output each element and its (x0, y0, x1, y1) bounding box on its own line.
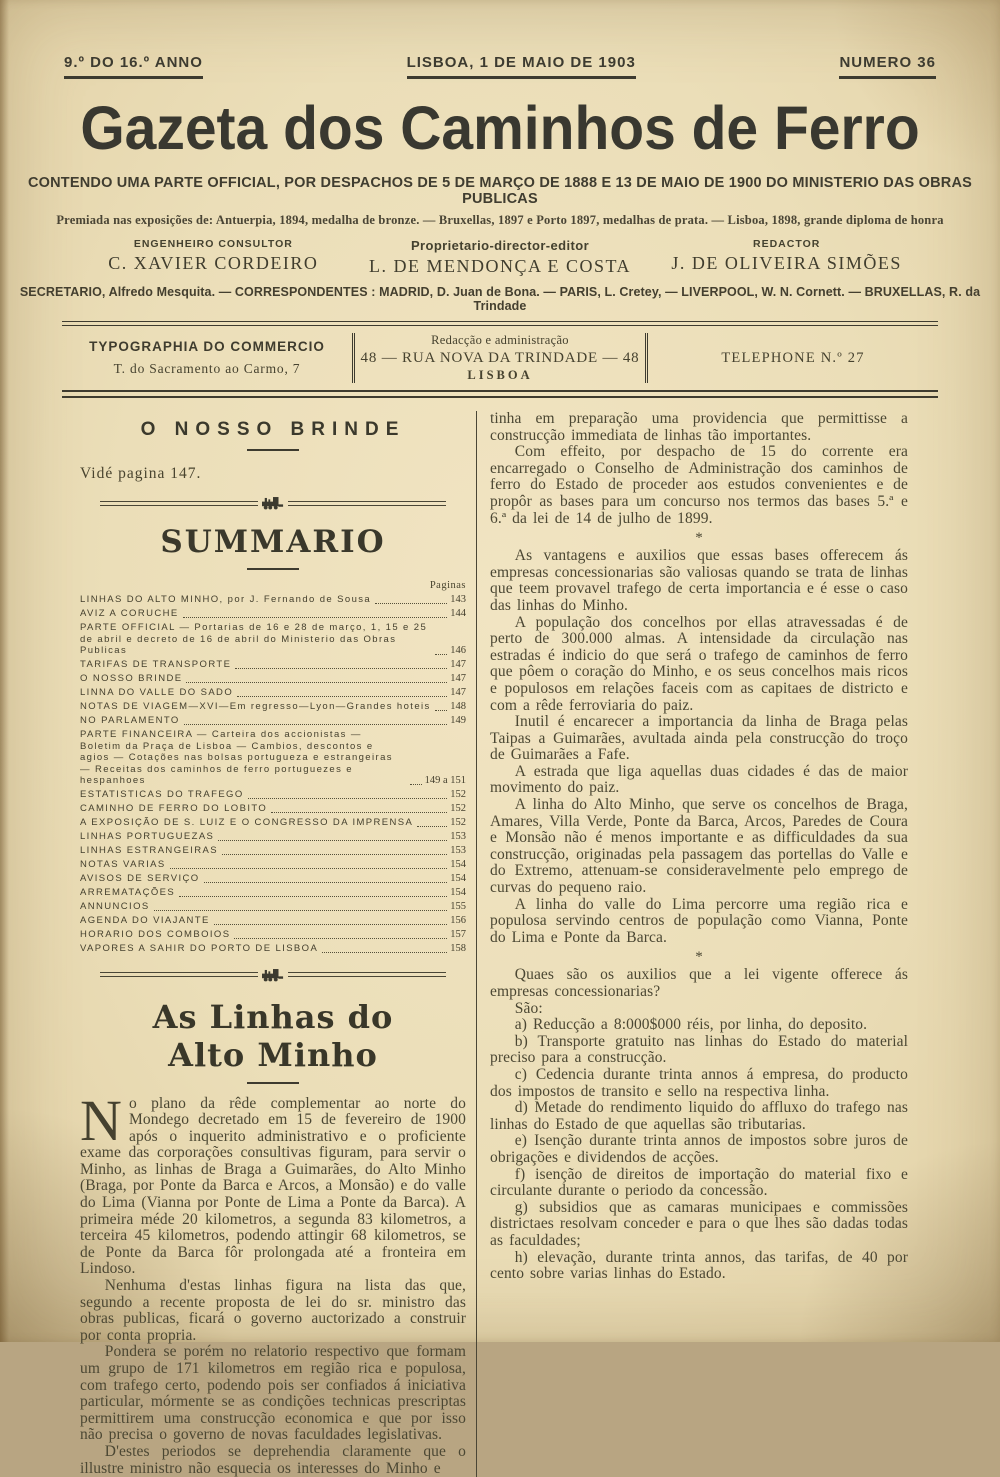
toc-entry-page: 155 (450, 901, 466, 912)
toc-entry-page: 158 (450, 943, 466, 954)
toc-entry-page: 152 (450, 803, 466, 814)
article-list-item: b) Transporte gratuito nas linhas do Estado do material preciso para a construcção. (490, 1032, 908, 1067)
article-paragraph: As vantagens e auxilios que essas bases offerecem ás empresas concessionarias são valiosas quando se trata de linhas que teem provavel trafego de certa importancia e é esse o caso das linhas do Minho. (490, 547, 908, 614)
toc-entry-label: PARTE FINANCEIRA — Carteira dos accionistas — Boletim da Praça de Lisboa — Cambios, descontos e agios — Cotações nas bolsas portugueza e estrangeiras — Receitas dos caminhos de ferro portuguezes e hespanhoes (80, 729, 393, 786)
toc-dot-leader (218, 840, 447, 841)
divider-line (100, 501, 258, 506)
toc-dot-leader (214, 924, 448, 925)
toc-entry-page: 153 (450, 845, 466, 856)
article-paragraph: D'estes periodos se deprehendia claramente que o illustre ministro não esquecia os interesses do Minho e (80, 1442, 466, 1477)
asterisk-separator: * (695, 530, 703, 547)
toc-dot-leader (237, 696, 447, 697)
article-list-item: c) Cedencia durante trinta annos á empresa, do producto dos impostos de transito e sello na respectiva linha. (490, 1065, 908, 1100)
article-title-part2: Alto Minho (168, 1035, 378, 1074)
masthead-awards: Premiada nas exposições de: Antuerpia, 1894, medalha de bronze. — Bruxellas, 1897 e Porto 1897, medalhas de prata. — Lisboa, 1898, grande diploma de honra (56, 213, 944, 227)
paragraph-text: o plano da rêde complementar ao norte do Mondego decretado em 15 de fevereiro de 1900 após o inquerito administrativo e o proficiente exame das corporações consultivas figuram, para servir o Minho, as linhas de Braga a Guimarães, do Alto Minho (Braga, por Ponte da Barca e Arcos, a Monsão) e do valle do Lima (Vianna por Ponte de Lima a Ponte da Barca). A primeira méde 20 kilometros, a segunda 83 kilometros, a terceira 45 kilometros, podendo attingir 68 kilometros, se de Ponte da Barca fôr prolongada até a fronteira em Lindoso. (80, 1094, 466, 1278)
article-list-item: g) subsidios que as camaras municipaes e commissões districtaes resolvam conceder e para o que lhes são dadas todas as faculdades; (490, 1198, 908, 1249)
role-name: J. DE OLIVEIRA SIMÕES (671, 253, 902, 273)
toc-entry (80, 673, 466, 685)
toc-dot-leader (154, 910, 448, 911)
role-consulting-engineer (70, 238, 357, 277)
toc-entry-label: NOTAS VARIAS (80, 859, 166, 870)
locomotive-icon (262, 496, 284, 510)
toc-entry-label: LINNA DO VALLE DO SADO (80, 687, 234, 698)
toc-entry-label: ESTATISTICAS DO TRAFEGO (80, 789, 244, 800)
typography-address: T. do Sacramento ao Carmo, 7 (113, 361, 301, 376)
toc-entry-page: 147 (450, 673, 466, 684)
toc-entry (80, 803, 466, 815)
toc-entry-label: CAMINHO DE FERRO DO LOBITO (80, 803, 268, 814)
redaction-cell (352, 333, 645, 383)
toc-entry-page: 157 (450, 929, 466, 940)
telephone-number: TELEPHONE N.º 27 (721, 349, 865, 366)
article-list-item: e) Isenção durante trinta annos de impostos sobre juros de obrigações e dividendos de acções. (490, 1132, 908, 1166)
toc-dot-leader (248, 798, 448, 799)
section-divider (100, 968, 446, 982)
toc-entry (80, 729, 466, 787)
toc-entry (80, 831, 466, 843)
toc-entry (80, 901, 466, 913)
toc-entry-label: PARTE OFFICIAL — Portarias de 16 e 28 de março, 1, 15 e 25 de abril e decreto de 16 de abril do Ministerio das Obras Publicas (80, 622, 428, 656)
toc-entry (80, 859, 466, 871)
toc-entry-label: ARREMATAÇÕES (80, 887, 176, 898)
article-paragraph: A população dos concelhos por ellas atravessadas é de perto de 300.000 almas. A intensidade da circulação nas estradas é indicio do que será o trafego de caminhos de ferro que pôem o coração do Minho, e os seus concelhos mais ricos e populosos em relações faceis com as capitaes de districto e com a rêde ferroviaria do paiz. (490, 613, 908, 714)
article-list-item: h) elevação, durante trinta annos, das tarifas, de 40 por cento sobre varias linhas do Estado. (490, 1248, 908, 1283)
toc-entry-label: TARIFAS DE TRANSPORTE (80, 659, 232, 670)
article-list-item: a) Reducção a 8:000$000 réis, por linha, do deposito. (514, 1016, 868, 1034)
divider-line (288, 501, 446, 506)
article-paragraph: São: (514, 999, 543, 1017)
toc-entry-label: AVISOS DE SERVIÇO (80, 873, 200, 884)
toc-dot-leader (179, 896, 447, 897)
masthead-subtitle: CONTENDO UMA PARTE OFFICIAL, POR DESPACHOS DE 5 DE MARÇO DE 1888 E 13 DE MAIO DE 1900 DO MINISTERIO DAS OBRAS PUBLICAS (27, 175, 973, 207)
toc-entry-label: LINHAS PORTUGUEZAS (80, 831, 215, 842)
article-paragraph: Nenhuma d'estas linhas figura na lista das que, segundo a recente proposta de lei do sr. ministro das obras publicas, ficará o governo auctorizado a construir por conta propria. (80, 1277, 466, 1344)
toc-entry-page: 154 (450, 859, 466, 870)
toc-entry-label: AVIZ A CORUCHE (80, 608, 179, 619)
toc-entry (80, 608, 466, 620)
article-paragraph: tinha em preparação uma providencia que permittisse a construcção immediata de linhas tão importantes. (490, 410, 908, 444)
toc-entry-page: 154 (450, 873, 466, 884)
role-name: C. XAVIER CORDEIRO (108, 253, 319, 273)
toc-entry (80, 715, 466, 727)
section-divider (100, 496, 446, 510)
article-paragraph: A linha do Alto Minho, que serve os concelhos de Braga, Amares, Villa Verde, Ponte da Barca, Arcos, Paredes de Coura e Monsão não é menos importante e as difficuldades da sua construcção, originadas pela passagem das portellas do Valle e do Extremo, attenuam-se consideravelmente pelo emprego de curvas do pequeno raio. (490, 796, 908, 897)
toc-entry-label: A EXPOSIÇÃO DE S. LUIZ E O CONGRESSO DA IMPRENSA (80, 817, 414, 828)
toc-entry-page: 148 (450, 701, 466, 712)
toc-dot-leader (222, 854, 447, 855)
toc-entry-label: ANNUNCIOS (80, 901, 150, 912)
role-name: L. DE MENDONÇA E COSTA (368, 256, 632, 276)
toc-entry (80, 701, 466, 713)
table-of-contents (80, 594, 466, 955)
toc-entry-label: LINHAS ESTRANGEIRAS (80, 845, 218, 856)
toc-entry (80, 887, 466, 899)
toc-entry-label: AGENDA DO VIAJANTE (80, 915, 210, 926)
heading-rule (247, 1082, 299, 1084)
left-column (80, 411, 477, 1477)
edition-label: 9.º DO 16.º ANNO (64, 54, 203, 79)
article-paragraph: Quaes são os auxilios que a lei vigente offerece ás empresas concessionarias? (490, 966, 908, 1000)
toc-dot-leader (235, 668, 447, 669)
page-header-row (64, 0, 936, 79)
toc-entry-label: O NOSSO BRINDE (80, 673, 183, 684)
article-paragraph (80, 1087, 466, 1279)
article-list-item: f) isenção de direitos de importação do material fixo e circulante durante o periodo da concessão. (490, 1165, 908, 1200)
right-column (477, 411, 908, 1477)
drop-cap: N (80, 1087, 122, 1153)
toc-entry-page: 152 (450, 789, 466, 800)
section-title-summario: SUMMARIO (160, 524, 386, 560)
toc-entry (80, 929, 466, 941)
paginas-column-label: Paginas (429, 580, 466, 591)
toc-entry-label: NOTAS DE VIAGEM—XVI—Em regresso—Lyon—Grandes hoteis (80, 701, 431, 712)
toc-entry-label: NO PARLAMENTO (80, 715, 180, 726)
locomotive-icon (262, 968, 284, 982)
masthead-roles (70, 238, 930, 277)
heading-rule (247, 449, 299, 451)
article-list-item: d) Metade do rendimento liquido do affluxo do trafego nas linhas do Estado de que aquellas são tributarias. (490, 1099, 908, 1133)
toc-dot-leader (322, 952, 447, 953)
role-label: Proprietario-director-editor (410, 238, 590, 253)
telephone-cell (645, 333, 938, 383)
toc-dot-leader (417, 826, 447, 827)
section-title-brinde: O NOSSO BRINDE (140, 419, 406, 440)
toc-entry (80, 622, 466, 657)
role-redactor (643, 238, 930, 277)
typography-cell (62, 333, 352, 383)
toc-dot-leader (170, 868, 448, 869)
toc-entry-label: LINHAS DO ALTO MINHO, por J. Fernando de Sousa (80, 594, 372, 605)
article-paragraph: A estrada que liga aquellas duas cidades é das de maior movimento do paiz. (490, 762, 908, 797)
divider-rule (62, 390, 938, 398)
toc-entry (80, 943, 466, 955)
toc-entry (80, 873, 466, 885)
toc-entry (80, 659, 466, 671)
toc-entry-label: VAPORES A SAHIR DO PORTO DE LISBOA (80, 943, 319, 954)
toc-entry (80, 687, 466, 699)
toc-dot-leader (184, 724, 448, 725)
brinde-note: Vidé pagina 147. (80, 465, 202, 482)
toc-entry-page: 149 a 151 (424, 775, 466, 786)
divider-line (288, 972, 446, 977)
role-label: REDACTOR (753, 238, 821, 250)
toc-dot-leader (435, 654, 447, 655)
issue-number: NUMERO 36 (839, 54, 936, 79)
redaction-label: Redacção e administração (431, 333, 569, 347)
article-paragraph: Pondera se porém no relatorio respectivo que formam um grupo de 171 kilometros em região rica e populosa, com trafego certo, podendo pois ser confiados á iniciativa particular, mórmente se as condições technicas prescriptas permittirem uma construcção economica e que por isso não precisa o governo de novas faculdades legislativas. (80, 1343, 466, 1444)
article-title-part1: As Linhas do (152, 997, 394, 1036)
toc-entry-page: 147 (450, 687, 466, 698)
toc-entry (80, 817, 466, 829)
toc-dot-leader (186, 682, 447, 683)
redaction-city: LISBOA (467, 368, 533, 382)
article-title (80, 998, 466, 1074)
role-director (357, 238, 644, 277)
article-paragraph: Com effeito, por despacho de 15 do corrente era encarregado o Conselho de Administração dos caminhos de ferro do Estado de proceder aos estudos convenientes e de propôr as bases para um concurso nos termos das bases 5.ª e 6.ª da lei de 14 de julho de 1899. (490, 443, 908, 527)
typography-name: TYPOGRAPHIA DO COMMERCIO (89, 339, 325, 354)
toc-entry-label: HORARIO DOS COMBOIOS (80, 929, 231, 940)
heading-rule (247, 568, 299, 570)
asterisk-separator: * (695, 949, 703, 966)
toc-entry-page: 153 (450, 831, 466, 842)
toc-entry-page: 152 (450, 817, 466, 828)
toc-dot-leader (234, 938, 447, 939)
info-bar (62, 326, 938, 390)
toc-entry (80, 594, 466, 606)
dateline: LISBOA, 1 DE MAIO DE 1903 (407, 54, 636, 79)
toc-entry-page: 154 (450, 887, 466, 898)
article-paragraph: A linha do valle do Lima percorre uma região rica e populosa servindo centros de população como Vianna, Ponte do Lima e Ponte da Barca. (490, 895, 908, 946)
toc-dot-leader (435, 710, 448, 711)
toc-entry-page: 147 (450, 659, 466, 670)
toc-dot-leader (375, 603, 447, 604)
toc-entry (80, 845, 466, 857)
toc-dot-leader (204, 882, 448, 883)
toc-dot-leader (183, 617, 448, 618)
toc-entry-page: 156 (450, 915, 466, 926)
masthead-title: Gazeta dos Caminhos de Ferro (80, 94, 920, 164)
redaction-address: 48 — RUA NOVA DA TRINDADE — 48 (360, 350, 640, 366)
role-label: ENGENHEIRO CONSULTOR (133, 238, 293, 250)
article-columns (80, 411, 908, 1477)
divider-line (100, 972, 258, 977)
toc-entry (80, 789, 466, 801)
article-paragraph: Inutil é encarecer a importancia da linha de Braga pelas Taipas a Guimarães, avultada ainda pela construcção do troço de Guimarães a Fafe. (490, 713, 908, 764)
toc-entry (80, 915, 466, 927)
toc-entry-page: 146 (450, 645, 466, 656)
toc-entry-page: 149 (450, 715, 466, 726)
toc-entry-page: 143 (450, 594, 466, 605)
toc-entry-page: 144 (450, 608, 466, 619)
toc-dot-leader (410, 784, 422, 785)
correspondents-line: SECRETARIO, Alfredo Mesquita. — CORRESPONDENTES : MADRID, D. Juan de Bona. — PARIS, L. Cretey, — LIVERPOOL, W. N. Cornett. — BRUXELLAS, R. da Trindade (19, 285, 981, 313)
toc-dot-leader (271, 812, 447, 813)
